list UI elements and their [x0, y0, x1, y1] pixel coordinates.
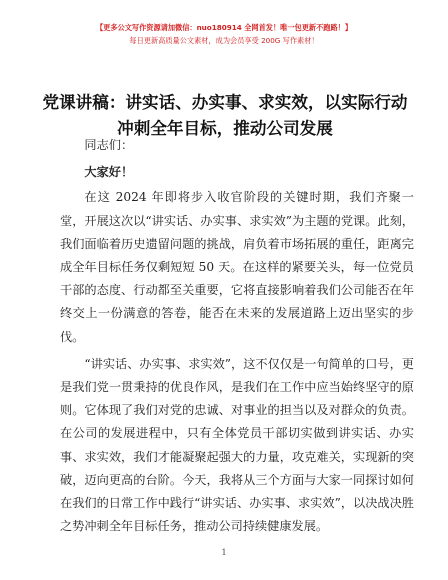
promo-line-2: 每日更新高质量公文素材，成为会员享受 200G 写作素材！	[129, 36, 319, 45]
paragraph-2: “讲实话、办实事、求实效”，这不仅仅是一句简单的口号，更是我们党一贯秉持的优良作风，是我们在工作中应当始终坚守的原则。它体现了我们对党的忠诚、对事业的担当以及对群众的负责。在公司的发展进程中，只有全体党员干部切实做到讲实话、办实事、求实效，我们才能凝聚起强大的力量，攻克难关，实现新的突破，迈向更高的台阶。今天，我将从三个方面与大家一同探讨如何在我们的日常工作中践行“讲实话、办实事、求实效”，以决战决胜之势冲刺全年目标任务，推动公司持续健康发展。	[60, 356, 414, 534]
promo-line-1: 【更多公文写作资源请加微信：nuo180914 全网首发！唯一包更新不跑路！】	[95, 23, 353, 32]
salutation: 同志们：	[84, 138, 134, 152]
document-body	[60, 134, 414, 538]
document-title: 党课讲稿：讲实话、办实事、求实效，以实际行动冲刺全年目标，推动公司发展	[42, 93, 408, 138]
greeting: 大家好！	[84, 165, 134, 180]
promo-banner	[0, 22, 448, 46]
paragraph-1: 在这 2024 年即将步入收官阶段的关键时期，我们齐聚一堂，开展这次以“讲实话、办实事、求实效”为主题的党课。此刻，我们面临着历史遗留问题的挑战，肩负着市场拓展的重任，距离完成全年目标任务仅剩短短 50 天。在这样的紧要关头，每一位党员干部的态度、行动都至关重要，它将直接影响着我们公司能否在年终交上一份满意的答卷，能否在未来的发展道路上迈出坚实的步伐。	[60, 190, 414, 344]
page-number: 1	[221, 548, 227, 557]
